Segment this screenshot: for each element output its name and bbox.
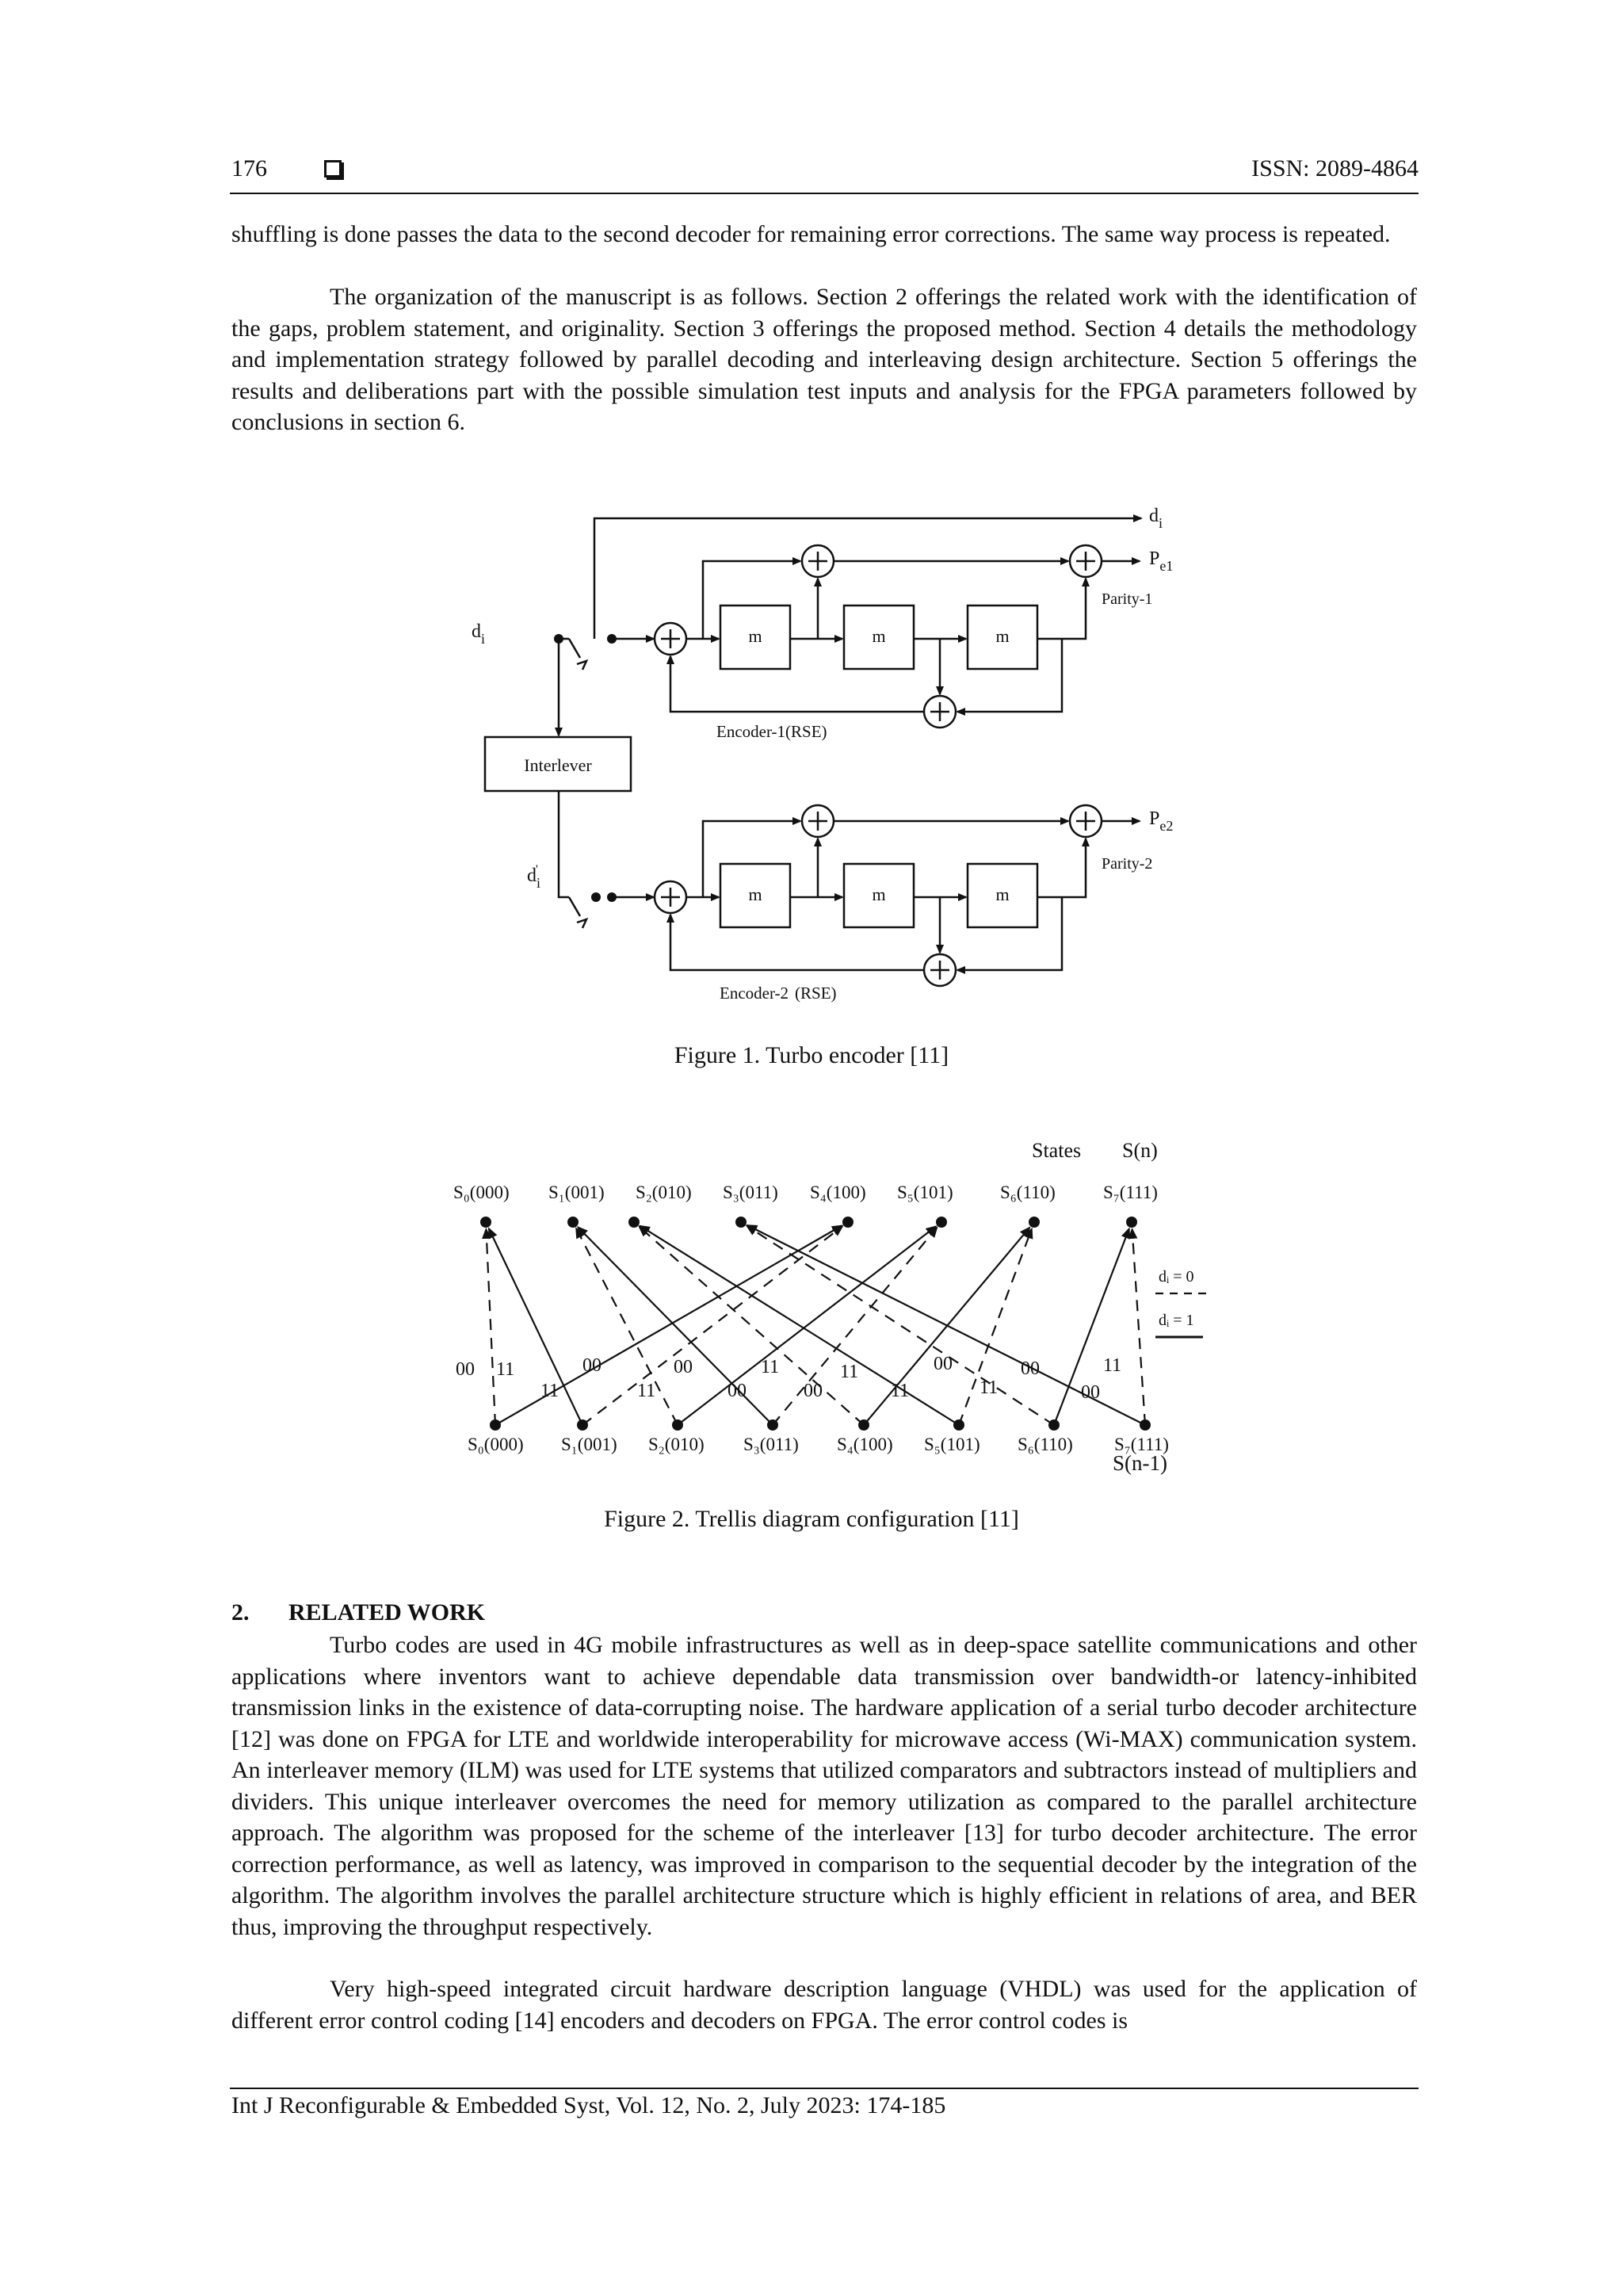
header-rule [230,193,1419,194]
bottom-state-label: S₀(000) [468,1435,524,1454]
top-state-label: S₆(110) [1000,1182,1056,1202]
branch-output-label: 11 [1103,1355,1122,1376]
svg-text:Pe1: $P_{e1}$ [1149,548,1174,574]
turbo-encoder-figure [460,499,1220,1022]
top-state-label: S₇(111) [1103,1182,1158,1202]
top-state-label: S₃(011) [723,1182,778,1202]
top-state-node [480,1217,491,1228]
svg-text:S(n-1): S(n-1) [1113,1451,1167,1475]
bottom-state-label: S₇(111) [1114,1435,1169,1454]
branch-output-label: 11 [891,1381,910,1401]
top-state-label: S₂(010) [636,1182,692,1202]
svg-text:Encoder-2(RSE): Encoder-2 (RSE) [720,984,837,1003]
trellis-branch [576,1228,678,1425]
top-state-node [936,1217,947,1228]
journal-footer: Int J Reconfigurable & Embedded Syst, Vol. 12, No. 2, July 2023: 174-185 [231,2092,946,2118]
trellis-branch [486,1229,495,1425]
top-state-label: S₁(001) [548,1182,605,1202]
branch-output-label: 00 [674,1357,693,1377]
branch-output-label: 00 [582,1355,601,1376]
branch-output-label: 11 [761,1357,780,1377]
bottom-state-node [577,1419,588,1431]
issn: ISSN: 2089-4864 [1251,155,1419,181]
figure-1-caption: Figure 1. Turbo encoder [11] [674,1042,949,1068]
section2-paragraph-2: Very high-speed integrated circuit hardware description language (VHDL) was used for the application of different error control coding [14] encoders and decoders on FPGA. The error control codes is [231,1976,1417,2034]
branch-output-label: 11 [980,1377,999,1398]
svg-text:m: m [995,884,1010,904]
footer-rule [230,2088,1419,2089]
svg-text:Parity-1: Parity-1 [1102,590,1153,608]
svg-text:States: States [1032,1139,1082,1162]
section2-paragraph-1: Turbo codes are used in 4G mobile infrastructures as well as in deep-space satellite communications and other applications where inventors want to achieve dependable data transmission over bandwidth-or latency-inhibited transmission links in the existence of data-corrupting noise. The hardware application of a serial turbo decoder architecture [12] was done on FPGA for LTE and worldwide interoperability for microwave access (Wi-MAX) communication system. An interleaver memory (ILM) was used for LTE systems that utilized comparators and subtractors instead of multipliers and dividers. This unique interleaver overcomes the need for memory utilization as compared to the parallel architecture approach. The algorithm was proposed for the scheme of the interleaver [13] for turbo decoder architecture. The error correction performance, as well as latency, was improved in comparison to the sequential decoder by the integration of the algorithm. The algorithm involves the parallel architecture structure which is highly efficient in relations of area, and BER thus, improving the throughput respectively. [231,1632,1417,1940]
svg-text:m: m [748,626,762,646]
figure-2-caption: Figure 2. Trellis diagram configuration [11] [604,1506,1019,1532]
bottom-state-node [953,1419,964,1431]
top-state-node [567,1217,579,1228]
branch-output-label: 00 [727,1381,747,1401]
bottom-state-label: S₁(001) [561,1435,617,1454]
bottom-state-node [858,1419,869,1431]
square-bullet-icon [324,160,342,178]
page-number: 176 [231,155,267,181]
bottom-state-node [1048,1419,1060,1431]
top-state-node [735,1217,747,1228]
legend-d1: dᵢ = 1 [1159,1312,1194,1329]
branch-output-label: 00 [456,1359,475,1380]
bottom-state-label: S₃(011) [743,1435,799,1454]
input-switch [569,639,580,658]
svg-text:m: m [748,884,762,904]
trellis-branch [640,1226,959,1425]
svg-text:m: m [995,626,1010,646]
bottom-state-node [490,1419,501,1431]
systematic-output-line [594,518,1141,639]
svg-text:Interlever: Interlever [524,755,592,775]
bottom-state-node [672,1419,683,1431]
trellis-diagram-figure [444,1125,1220,1490]
svg-text:di: $d_i$ [472,621,486,647]
top-state-node [842,1217,854,1228]
svg-text:di: $d_i$ [1149,506,1163,531]
bottom-state-label: S₂(010) [648,1435,705,1454]
branch-output-label: 11 [840,1362,859,1382]
branch-output-label: 00 [1081,1382,1100,1403]
svg-text:S(n): S(n) [1122,1139,1158,1162]
top-state-label: S₀(000) [453,1182,510,1202]
bottom-state-label: S₆(110) [1018,1435,1073,1454]
trellis-branch [489,1228,582,1425]
branch-output-label: 11 [637,1381,656,1401]
svg-text:Encoder-1(RSE): Encoder-1(RSE) [716,722,827,741]
svg-text:m: m [872,626,886,646]
top-state-node [1029,1217,1040,1228]
top-state-label: S₄(100) [810,1182,866,1202]
bottom-state-node [767,1419,778,1431]
branch-output-label: 00 [934,1354,953,1374]
top-state-node [1126,1217,1137,1228]
section-title: RELATED WORK [288,1599,486,1626]
svg-text:di': $d_i'$ [527,863,541,891]
section-heading [231,1599,485,1626]
top-state-node [628,1217,640,1228]
branch-output-label: 11 [540,1381,559,1401]
svg-text:Pe2: $P_{e2}$ [1149,808,1174,834]
legend-d0: dᵢ = 0 [1159,1268,1194,1286]
branch-output-label: 11 [496,1359,515,1380]
trellis-branch [640,1227,864,1425]
top-state-label: S₅(101) [897,1182,953,1202]
trellis-branch [1132,1229,1145,1425]
intro-paragraph-1: shuffling is done passes the data to the second decoder for remaining error corrections. The same way process is repeated. [231,221,1391,247]
bottom-state-label: S₅(101) [924,1435,980,1454]
branch-output-label: 00 [1021,1358,1040,1379]
bottom-state-node [1140,1419,1151,1431]
bottom-state-label: S₄(100) [837,1435,893,1454]
svg-text:m: m [872,884,886,904]
section-number: 2. [231,1599,250,1626]
intro-paragraph-2: The organization of the manuscript is as follows. Section 2 offerings the related work with the identification of the gaps, problem statement, and originality. Section 3 offerings the proposed method. Section 4 details the methodology and implementation strategy followed by parallel decoding and interleaving design architecture. Section 5 offerings the results and deliberations part with the possible simulation test inputs and analysis for the FPGA parameters followed by conclusions in section 6. [231,284,1417,435]
svg-text:Parity-2: Parity-2 [1102,855,1153,873]
branch-output-label: 00 [804,1381,823,1401]
